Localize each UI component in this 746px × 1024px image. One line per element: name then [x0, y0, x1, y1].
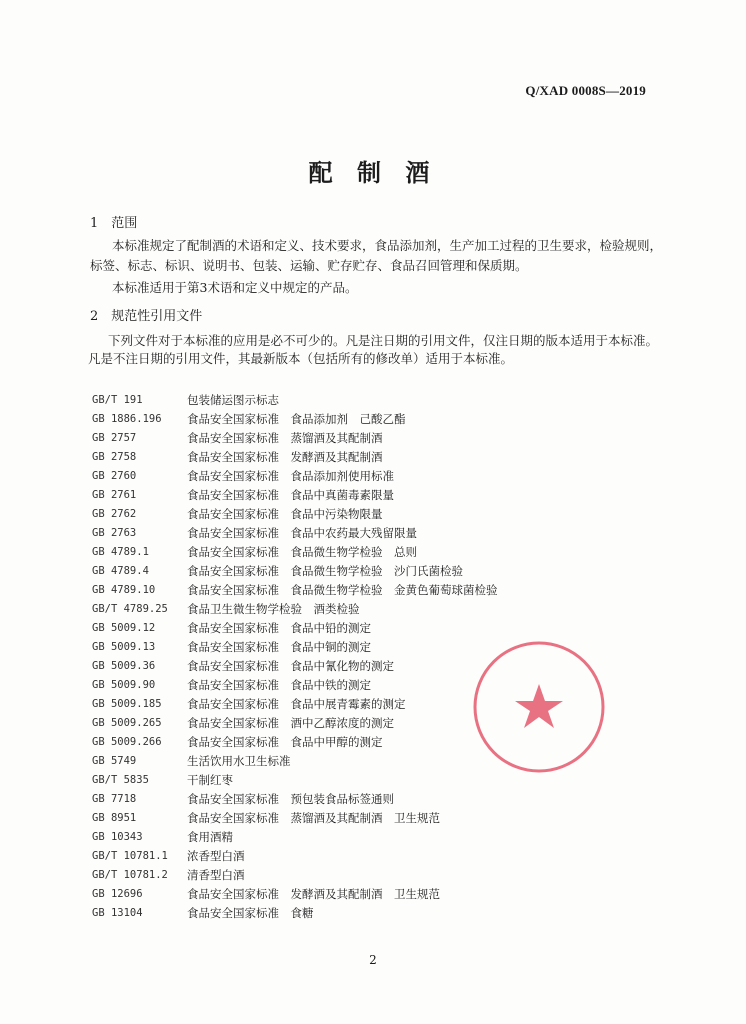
reference-title: 食品安全国家标准 酒中乙醇浓度的测定: [187, 715, 394, 730]
reference-row: [92, 561, 612, 580]
reference-code: GB 4789.10: [92, 583, 156, 596]
reference-code: GB 5009.90: [92, 678, 156, 691]
reference-row: [92, 466, 612, 485]
reference-title: 食品安全国家标准 预包装食品标签通则: [187, 791, 394, 806]
reference-code: GB 13104: [92, 906, 143, 919]
reference-row: [92, 599, 612, 618]
reference-row: [92, 808, 612, 827]
reference-title: 食品安全国家标准 食品添加剂 己酸乙酯: [187, 411, 406, 426]
reference-code: GB 12696: [92, 887, 143, 900]
reference-title: 食品安全国家标准 食品微生物学检验 沙门氏菌检验: [187, 563, 463, 578]
reference-code: GB 5009.185: [92, 697, 162, 710]
section-1-para2: 本标准适用于第3术语和定义中规定的产品。: [112, 280, 358, 295]
section-1-para1-line2: 标签、标志、标识、说明书、包装、运输、贮存贮存、食品召回管理和保质期。: [90, 258, 528, 273]
reference-title: 食品安全国家标准 食品中真菌毒素限量: [187, 487, 394, 502]
reference-code: GB 5009.266: [92, 735, 162, 748]
page-title: 配 制 酒: [308, 158, 438, 187]
reference-code: GB 5009.265: [92, 716, 162, 729]
reference-title: 食品安全国家标准 食品中铜的测定: [187, 639, 371, 654]
reference-row: [92, 618, 612, 637]
reference-row: [92, 504, 612, 523]
reference-code: GB 1886.196: [92, 412, 162, 425]
reference-row: [92, 827, 612, 846]
section-2-heading: 2 规范性引用文件: [90, 309, 203, 324]
reference-code: GB 5009.36: [92, 659, 156, 672]
reference-row: [92, 485, 612, 504]
reference-title: 食品安全国家标准 食糖: [187, 905, 314, 920]
reference-title: 食品卫生微生物学检验 酒类检验: [187, 601, 360, 616]
reference-code: GB 2761: [92, 488, 137, 501]
reference-row: [92, 903, 612, 922]
reference-code: GB/T 5835: [92, 773, 149, 786]
reference-title: 食品安全国家标准 蒸馏酒及其配制酒: [187, 430, 383, 445]
reference-title: 干制红枣: [187, 772, 233, 787]
reference-title: 食品安全国家标准 食品微生物学检验 总则: [187, 544, 417, 559]
reference-code: GB 2758: [92, 450, 137, 463]
page-number: 2: [369, 953, 377, 967]
section-1-para1-line1: 本标准规定了配制酒的术语和定义、技术要求，食品添加剂，生产加工过程的卫生要求，检验规则，: [112, 238, 663, 253]
reference-row: [92, 428, 612, 447]
reference-code: GB 2757: [92, 431, 137, 444]
reference-code: GB 5749: [92, 754, 137, 767]
reference-title: 食品安全国家标准 食品中污染物限量: [187, 506, 383, 521]
reference-code: GB 4789.4: [92, 564, 149, 577]
reference-row: [92, 865, 612, 884]
reference-title: 包装储运图示标志: [187, 392, 279, 407]
section-2-intro-line2: 凡是不注日期的引用文件，其最新版本（包括所有的修改单）适用于本标准。: [88, 351, 514, 366]
reference-row: [92, 523, 612, 542]
reference-title: 食品安全国家标准 食品中甲醇的测定: [187, 734, 383, 749]
reference-code: GB 4789.1: [92, 545, 149, 558]
reference-code: GB/T 191: [92, 393, 143, 406]
reference-row: [92, 390, 612, 409]
reference-code: GB 2763: [92, 526, 137, 539]
reference-row: [92, 542, 612, 561]
reference-row: [92, 846, 612, 865]
section-1-heading: 1 范围: [90, 216, 138, 231]
reference-title: 食品安全国家标准 发酵酒及其配制酒: [187, 449, 383, 464]
standard-code: Q/XAD 0008S—2019: [525, 83, 646, 98]
reference-row: [92, 789, 612, 808]
reference-code: GB/T 4789.25: [92, 602, 168, 615]
reference-row: [92, 409, 612, 428]
reference-code: GB 10343: [92, 830, 143, 843]
reference-title: 生活饮用水卫生标准: [187, 753, 291, 768]
reference-code: GB 8951: [92, 811, 137, 824]
reference-title: 食用酒精: [187, 829, 233, 844]
reference-code: GB 2762: [92, 507, 137, 520]
reference-code: GB/T 10781.1: [92, 849, 168, 862]
reference-code: GB 2760: [92, 469, 137, 482]
reference-title: 食品安全国家标准 食品中铁的测定: [187, 677, 371, 692]
reference-title: 食品安全国家标准 食品添加剂使用标准: [187, 468, 394, 483]
reference-title: 食品安全国家标准 食品中展青霉素的测定: [187, 696, 406, 711]
reference-row: [92, 884, 612, 903]
reference-title: 食品安全国家标准 食品中氰化物的测定: [187, 658, 394, 673]
reference-code: GB 7718: [92, 792, 137, 805]
reference-code: GB 5009.12: [92, 621, 156, 634]
reference-row: [92, 447, 612, 466]
reference-title: 清香型白酒: [187, 867, 245, 882]
reference-title: 食品安全国家标准 食品中铅的测定: [187, 620, 371, 635]
reference-code: GB/T 10781.2: [92, 868, 168, 881]
reference-title: 食品安全国家标准 蒸馏酒及其配制酒 卫生规范: [187, 810, 440, 825]
reference-title: 食品安全国家标准 食品中农药最大残留限量: [187, 525, 417, 540]
reference-code: GB 5009.13: [92, 640, 156, 653]
reference-title: 食品安全国家标准 发酵酒及其配制酒 卫生规范: [187, 886, 440, 901]
reference-title: 浓香型白酒: [187, 848, 245, 863]
company-seal: [470, 638, 608, 776]
reference-title: 食品安全国家标准 食品微生物学检验 金黄色葡萄球菌检验: [187, 582, 498, 597]
section-2-intro-line1: 下列文件对于本标准的应用是必不可少的。凡是注日期的引用文件，仅注日期的版本适用于本标准。: [108, 333, 659, 348]
reference-row: [92, 580, 612, 599]
